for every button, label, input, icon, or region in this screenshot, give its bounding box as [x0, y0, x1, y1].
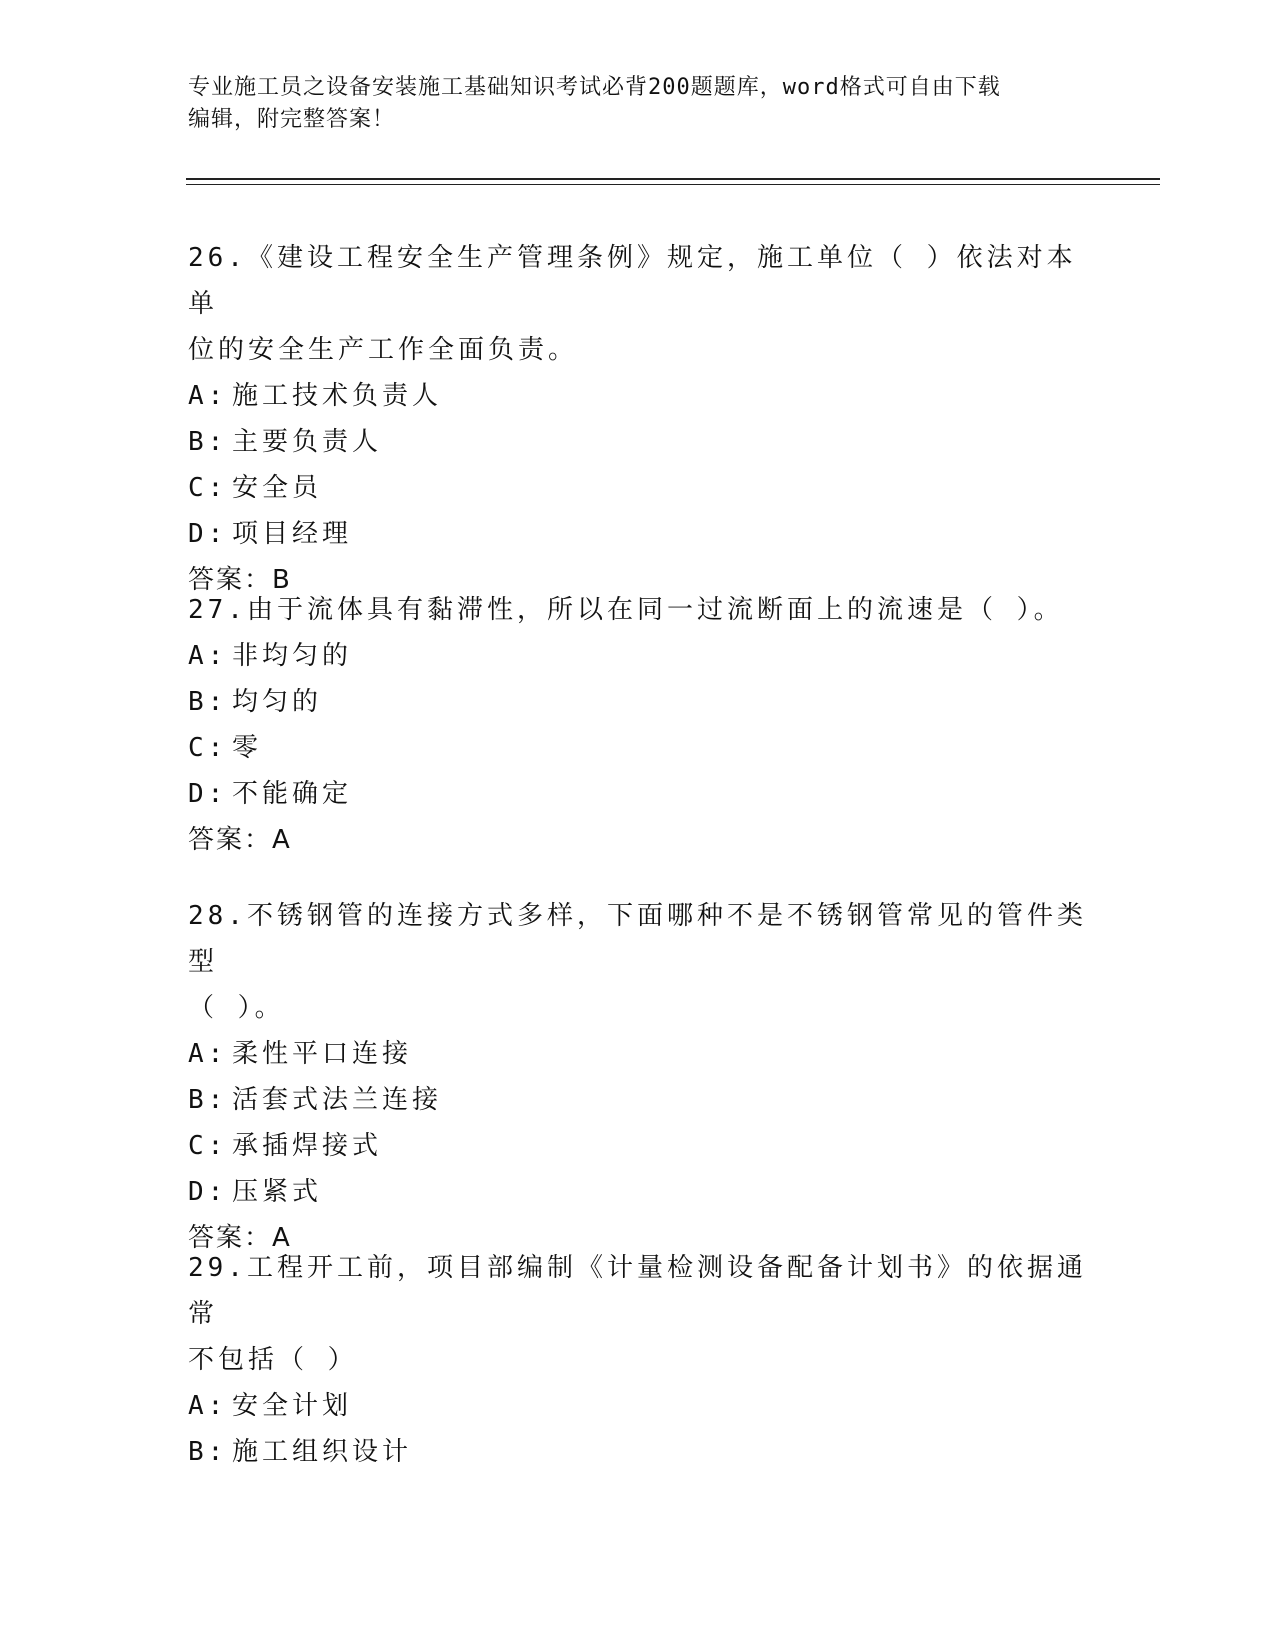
option-key: A: — [188, 641, 228, 671]
answer-label: 答案：B — [188, 565, 292, 595]
option-c — [188, 1123, 1088, 1169]
option-text: 安全计划 — [232, 1391, 353, 1421]
option-key: B: — [188, 687, 228, 717]
header-divider-thick — [186, 178, 1160, 180]
question-26 — [188, 235, 1088, 603]
question-stem-line-1: 27.由于流体具有黏滞性，所以在同一过流断面上的流速是（ ）。 — [188, 595, 1064, 625]
option-text: 压紧式 — [232, 1177, 323, 1207]
option-c — [188, 465, 1088, 511]
answer-label: 答案：A — [188, 825, 292, 855]
option-text: 安全员 — [232, 473, 323, 503]
option-key: D: — [188, 519, 228, 549]
question-stem-line-1: 28.不锈钢管的连接方式多样，下面哪种不是不锈钢管常见的管件类型 — [188, 901, 1087, 977]
option-key: D: — [188, 779, 228, 809]
option-key: A: — [188, 381, 228, 411]
option-key: A: — [188, 1039, 228, 1069]
option-d — [188, 1169, 1088, 1215]
option-c — [188, 725, 1088, 771]
question-stem-line-2: 位的安全生产工作全面负责。 — [188, 335, 579, 365]
option-b — [188, 679, 1088, 725]
option-text: 零 — [232, 733, 263, 763]
option-text: 施工组织设计 — [232, 1437, 413, 1467]
answer-label: 答案：A — [188, 1223, 292, 1253]
option-key: B: — [188, 1085, 228, 1115]
option-text: 承插焊接式 — [232, 1131, 383, 1161]
option-a — [188, 633, 1088, 679]
header-line-1: 专业施工员之设备安装施工基础知识考试必背200题题库，word格式可自由下载 — [188, 75, 1001, 100]
question-stem-line-1: 29.工程开工前，项目部编制《计量检测设备配备计划书》的依据通常 — [188, 1253, 1087, 1329]
option-text: 施工技术负责人 — [232, 381, 443, 411]
option-b — [188, 1077, 1088, 1123]
question-27 — [188, 587, 1088, 863]
option-d — [188, 771, 1088, 817]
option-text: 不能确定 — [232, 779, 353, 809]
option-key: B: — [188, 1437, 228, 1467]
option-key: C: — [188, 733, 228, 763]
option-b — [188, 419, 1088, 465]
option-key: C: — [188, 473, 228, 503]
option-a — [188, 1383, 1088, 1429]
option-text: 活套式法兰连接 — [232, 1085, 443, 1115]
option-text: 均匀的 — [232, 687, 323, 717]
option-text: 项目经理 — [232, 519, 353, 549]
option-a — [188, 1031, 1088, 1077]
option-key: A: — [188, 1391, 228, 1421]
option-d — [188, 511, 1088, 557]
question-stem-line-2: 不包括（ ） — [188, 1345, 358, 1375]
option-key: D: — [188, 1177, 228, 1207]
option-key: B: — [188, 427, 228, 457]
option-a — [188, 373, 1088, 419]
option-text: 主要负责人 — [232, 427, 383, 457]
option-text: 非均匀的 — [232, 641, 353, 671]
option-text: 柔性平口连接 — [232, 1039, 413, 1069]
question-28 — [188, 893, 1088, 1261]
question-stem-line-1: 26.《建设工程安全生产管理条例》规定，施工单位（ ）依法对本单 — [188, 243, 1077, 319]
option-key: C: — [188, 1131, 228, 1161]
header-divider-thin — [186, 184, 1160, 185]
option-b — [188, 1429, 1088, 1475]
document-header — [188, 72, 1088, 136]
question-29 — [188, 1245, 1088, 1475]
question-stem-line-2: （ ）。 — [188, 993, 285, 1023]
header-line-2: 编辑，附完整答案！ — [188, 107, 396, 132]
